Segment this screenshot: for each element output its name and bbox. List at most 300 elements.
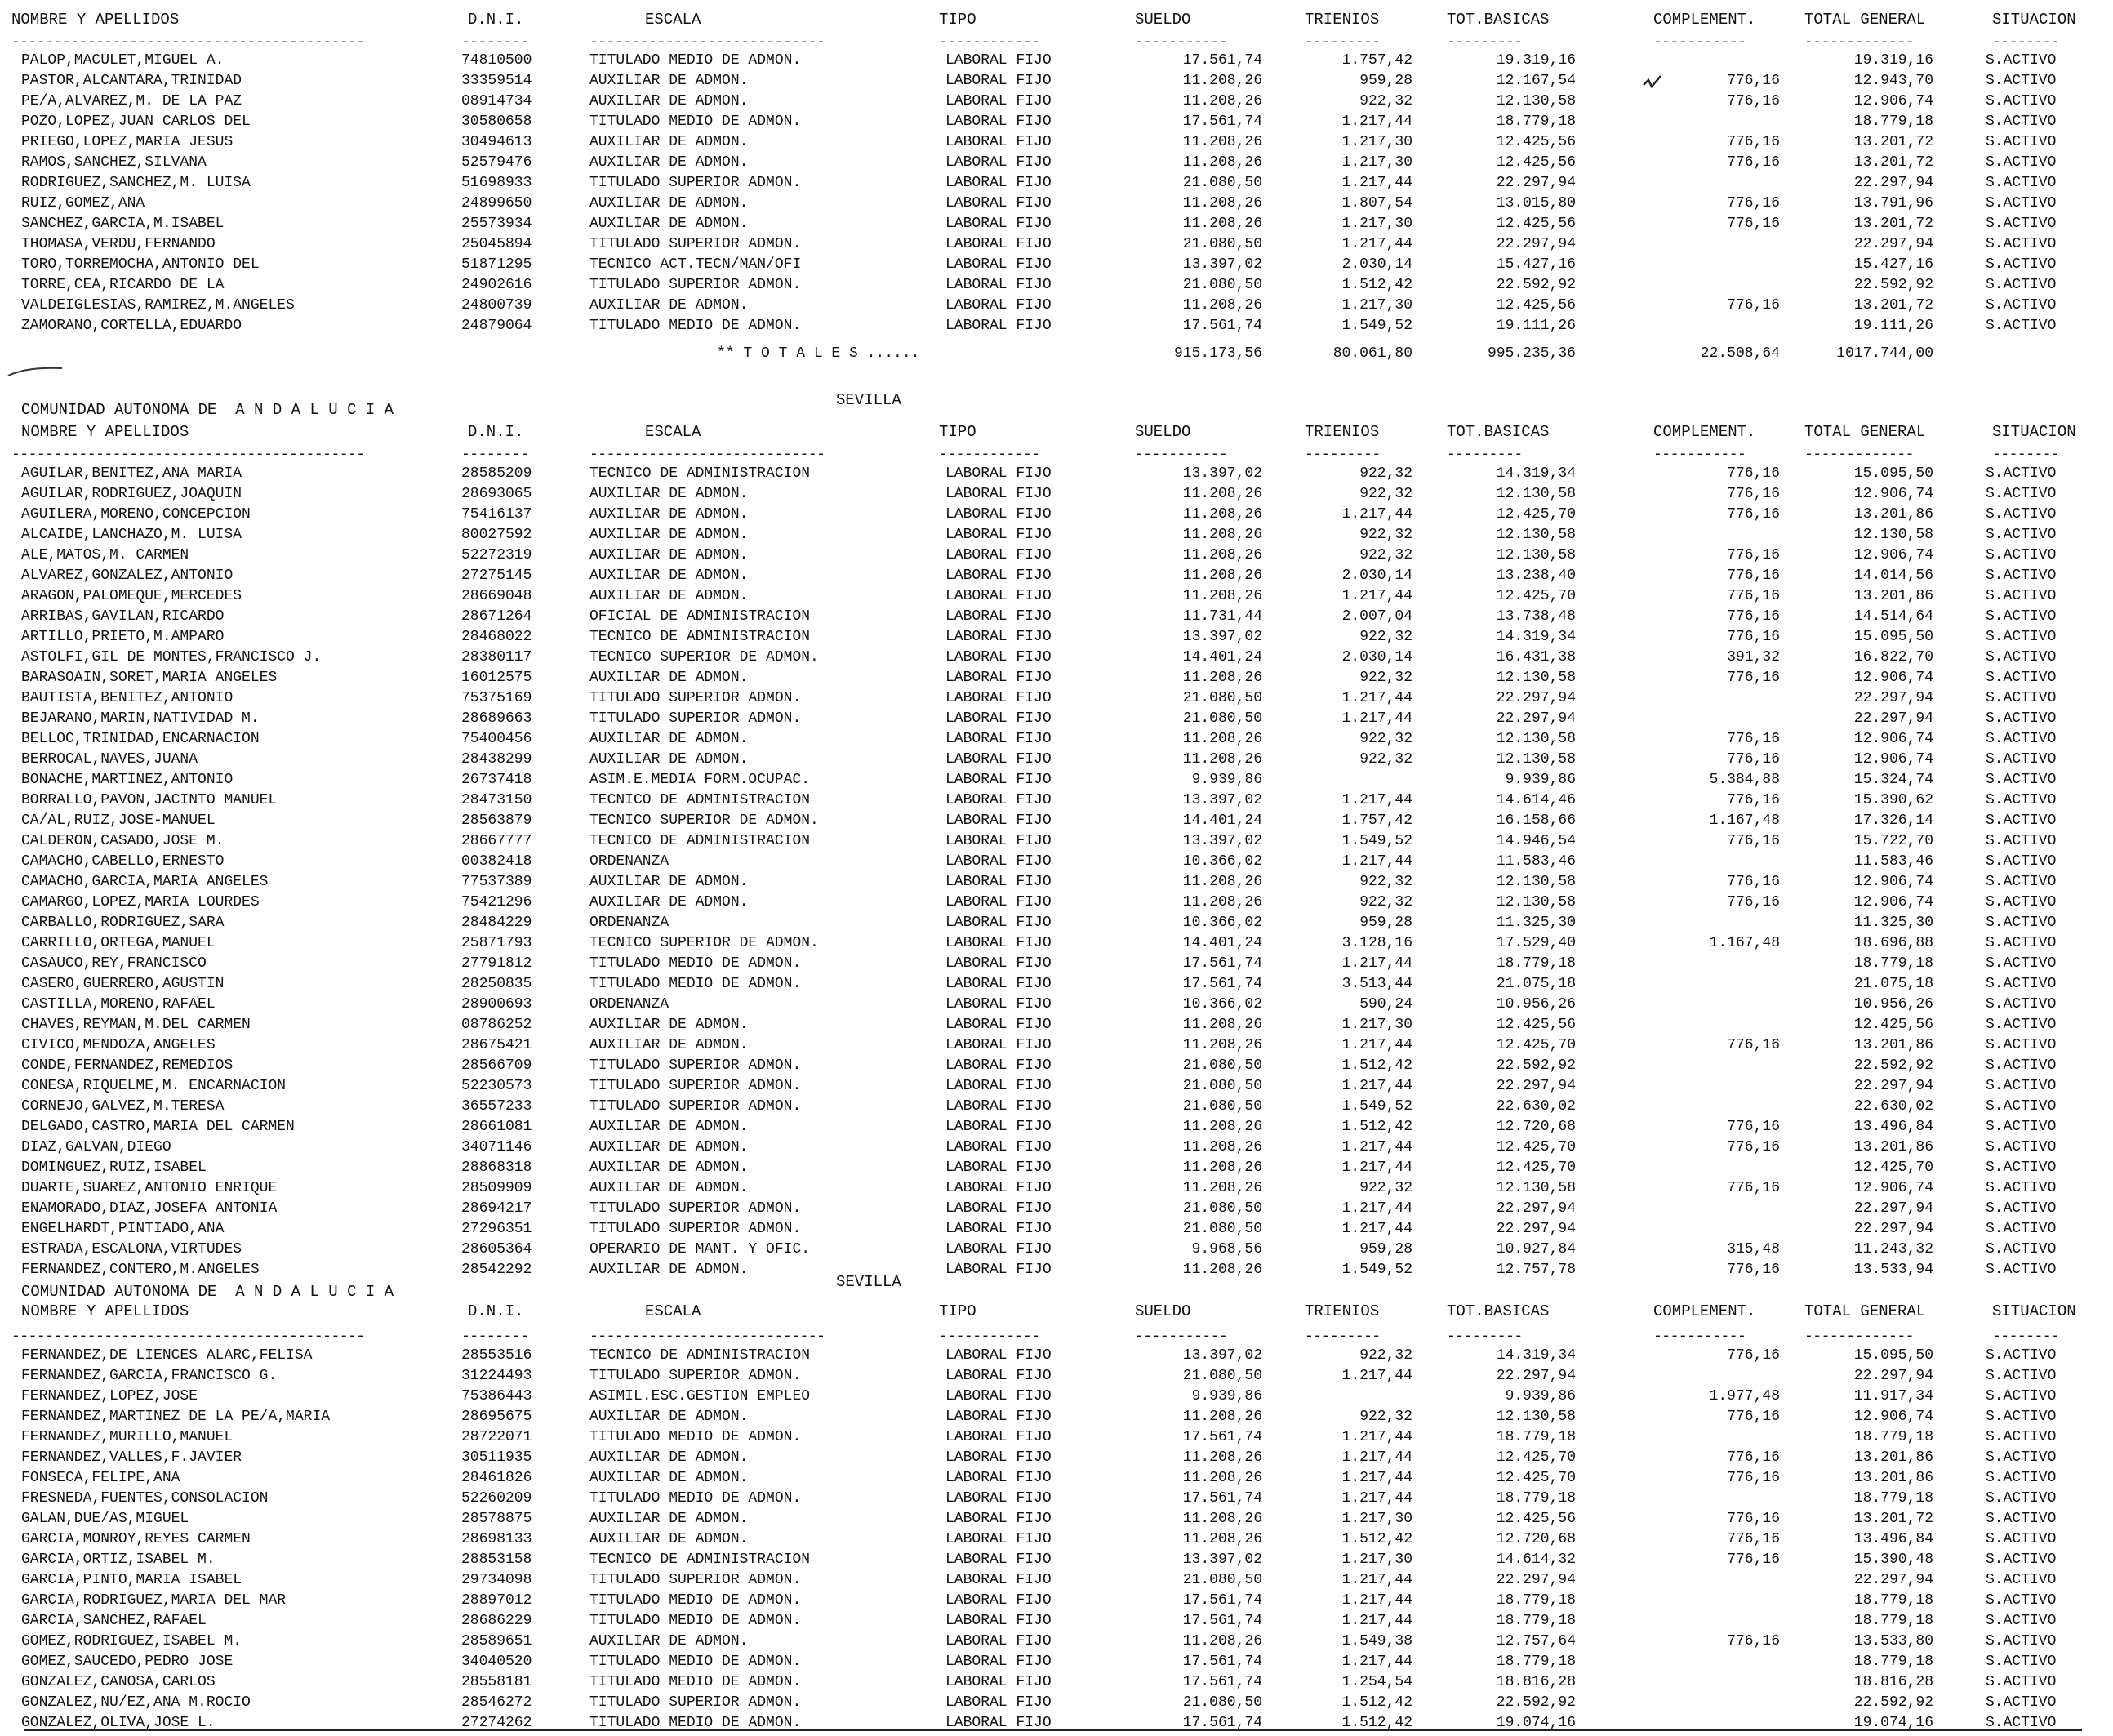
cell-trienios: 922,32 bbox=[1359, 751, 1412, 768]
cell-tot-basicas: 12.425,56 bbox=[1496, 1017, 1576, 1033]
cell-dni: 75400456 bbox=[461, 731, 532, 747]
cell-escala: AUXILIAR DE ADMON. bbox=[589, 1449, 749, 1466]
cell-nombre: GARCIA,RODRIGUEZ,MARIA DEL MAR bbox=[21, 1592, 287, 1609]
cell-tot-basicas: 9.939,86 bbox=[1505, 1388, 1576, 1404]
cell-tipo: LABORAL FIJO bbox=[945, 915, 1052, 931]
table-row bbox=[0, 112, 2113, 132]
cell-nombre: AGUILAR,RODRIGUEZ,JOAQUIN bbox=[21, 486, 242, 502]
cell-tipo: LABORAL FIJO bbox=[945, 547, 1052, 563]
cell-trienios: 922,32 bbox=[1359, 894, 1412, 910]
totals-complement: 22.508,64 bbox=[1700, 345, 1780, 362]
cell-tipo: LABORAL FIJO bbox=[945, 608, 1052, 625]
cell-tot-basicas: 12.425,70 bbox=[1496, 588, 1576, 604]
cell-situacion: S.ACTIVO bbox=[1986, 154, 2057, 171]
cell-escala: TECNICO DE ADMINISTRACION bbox=[589, 1551, 811, 1568]
header-underline-row bbox=[0, 445, 2113, 465]
cell-dni: 25045894 bbox=[461, 236, 532, 252]
cell-situacion: S.ACTIVO bbox=[1986, 175, 2057, 191]
cell-trienios: 1.217,44 bbox=[1341, 710, 1412, 727]
cell-sueldo: 11.208,26 bbox=[1182, 1531, 1262, 1547]
cell-dni: 28585209 bbox=[461, 465, 532, 482]
cell-dni: 28380117 bbox=[461, 649, 532, 665]
cell-total-general: 13.201,86 bbox=[1853, 506, 1933, 523]
cell-nombre: FERNANDEZ,CONTERO,M.ANGELES bbox=[21, 1262, 260, 1278]
column-header-tot-basicas: TOT.BASICAS bbox=[1447, 1302, 1550, 1320]
header-underline: ------------------------------------------ bbox=[11, 447, 365, 463]
cell-nombre: GALAN,DUE/AS,MIGUEL bbox=[21, 1511, 189, 1527]
column-header-situacion: SITUACION bbox=[1992, 11, 2076, 29]
cell-nombre: FERNANDEZ,LOPEZ,JOSE bbox=[21, 1388, 198, 1404]
cell-tot-basicas: 12.425,56 bbox=[1496, 134, 1576, 150]
cell-situacion: S.ACTIVO bbox=[1986, 853, 2057, 870]
cell-tipo: LABORAL FIJO bbox=[945, 1241, 1052, 1257]
cell-trienios: 922,32 bbox=[1359, 874, 1412, 890]
table-row bbox=[0, 1693, 2113, 1713]
cell-tipo: LABORAL FIJO bbox=[945, 134, 1052, 150]
cell-complement: 315,48 bbox=[1727, 1241, 1780, 1257]
cell-total-general: 15.324,74 bbox=[1853, 772, 1933, 788]
cell-total-general: 12.906,74 bbox=[1853, 731, 1933, 747]
cell-total-general: 13.201,72 bbox=[1853, 154, 1933, 171]
cell-complement: 1.167,48 bbox=[1709, 812, 1780, 829]
cell-tipo: LABORAL FIJO bbox=[945, 318, 1052, 334]
cell-total-general: 12.906,74 bbox=[1853, 93, 1933, 109]
cell-tot-basicas: 14.319,34 bbox=[1496, 629, 1576, 645]
cell-complement: 5.384,88 bbox=[1709, 772, 1780, 788]
cell-sueldo: 11.208,26 bbox=[1182, 1470, 1262, 1486]
cell-tot-basicas: 12.425,70 bbox=[1496, 1470, 1576, 1486]
cell-escala: TITULADO MEDIO DE ADMON. bbox=[589, 976, 802, 992]
cell-sueldo: 10.366,02 bbox=[1182, 996, 1262, 1013]
cell-tipo: LABORAL FIJO bbox=[945, 935, 1052, 951]
cell-trienios: 922,32 bbox=[1359, 465, 1412, 482]
cell-nombre: ASTOLFI,GIL DE MONTES,FRANCISCO J. bbox=[21, 649, 322, 665]
cell-tot-basicas: 22.297,94 bbox=[1496, 710, 1576, 727]
table-row bbox=[0, 484, 2113, 505]
cell-nombre: FRESNEDA,FUENTES,CONSOLACION bbox=[21, 1490, 269, 1507]
cell-complement: 776,16 bbox=[1727, 1511, 1780, 1527]
cell-total-general: 12.906,74 bbox=[1853, 547, 1933, 563]
cell-nombre: ALVAREZ,GONZALEZ,ANTONIO bbox=[21, 568, 234, 584]
cell-dni: 08786252 bbox=[461, 1017, 532, 1033]
cell-total-general: 13.201,86 bbox=[1853, 1037, 1933, 1053]
cell-escala: TITULADO MEDIO DE ADMON. bbox=[589, 1654, 802, 1670]
cell-tipo: LABORAL FIJO bbox=[945, 506, 1052, 523]
table-row bbox=[0, 566, 2113, 586]
cell-trienios: 1.217,44 bbox=[1341, 1613, 1412, 1629]
cell-situacion: S.ACTIVO bbox=[1986, 1057, 2057, 1074]
cell-total-general: 15.095,50 bbox=[1853, 465, 1933, 482]
cell-trienios: 1.512,42 bbox=[1341, 277, 1412, 293]
cell-total-general: 13.533,80 bbox=[1853, 1633, 1933, 1649]
cell-complement: 776,16 bbox=[1727, 547, 1780, 563]
column-header-tipo: TIPO bbox=[939, 11, 976, 29]
cell-sueldo: 9.968,56 bbox=[1191, 1241, 1262, 1257]
cell-situacion: S.ACTIVO bbox=[1986, 772, 2057, 788]
cell-tot-basicas: 17.529,40 bbox=[1496, 935, 1576, 951]
cell-escala: TECNICO DE ADMINISTRACION bbox=[589, 1347, 811, 1364]
table-row bbox=[0, 91, 2113, 112]
cell-escala: AUXILIAR DE ADMON. bbox=[589, 506, 749, 523]
cell-dni: 27274262 bbox=[461, 1715, 532, 1731]
cell-tot-basicas: 9.939,86 bbox=[1505, 772, 1576, 788]
cell-sueldo: 21.080,50 bbox=[1182, 710, 1262, 727]
cell-sueldo: 11.208,26 bbox=[1182, 1119, 1262, 1135]
cell-tipo: LABORAL FIJO bbox=[945, 629, 1052, 645]
cell-situacion: S.ACTIVO bbox=[1986, 1139, 2057, 1155]
cell-sueldo: 21.080,50 bbox=[1182, 1078, 1262, 1094]
cell-tipo: LABORAL FIJO bbox=[945, 568, 1052, 584]
column-header-dni: D.N.I. bbox=[468, 423, 524, 441]
cell-nombre: ARTILLO,PRIETO,M.AMPARO bbox=[21, 629, 225, 645]
cell-nombre: ENAMORADO,DIAZ,JOSEFA ANTONIA bbox=[21, 1200, 278, 1217]
cell-tot-basicas: 12.425,70 bbox=[1496, 1037, 1576, 1053]
cell-trienios: 922,32 bbox=[1359, 670, 1412, 686]
cell-situacion: S.ACTIVO bbox=[1986, 1674, 2057, 1690]
cell-sueldo: 21.080,50 bbox=[1182, 690, 1262, 706]
cell-nombre: SANCHEZ,GARCIA,M.ISABEL bbox=[21, 216, 225, 232]
cell-situacion: S.ACTIVO bbox=[1986, 1200, 2057, 1217]
cell-sueldo: 11.208,26 bbox=[1182, 1017, 1262, 1033]
cell-sueldo: 9.939,86 bbox=[1191, 772, 1262, 788]
cell-trienios: 1.217,44 bbox=[1341, 506, 1412, 523]
column-header-trienios: TRIENIOS bbox=[1305, 423, 1380, 441]
cell-nombre: CAMARGO,LOPEZ,MARIA LOURDES bbox=[21, 894, 260, 910]
cell-escala: AUXILIAR DE ADMON. bbox=[589, 1160, 749, 1176]
table-row bbox=[0, 1035, 2113, 1056]
cell-escala: AUXILIAR DE ADMON. bbox=[589, 731, 749, 747]
table-row bbox=[0, 173, 2113, 194]
cell-trienios: 1.217,44 bbox=[1341, 1490, 1412, 1507]
cell-dni: 74810500 bbox=[461, 52, 532, 69]
cell-trienios: 1.217,44 bbox=[1341, 1200, 1412, 1217]
cell-trienios: 1.254,54 bbox=[1341, 1674, 1412, 1690]
cell-nombre: GARCIA,ORTIZ,ISABEL M. bbox=[21, 1551, 216, 1568]
cell-situacion: S.ACTIVO bbox=[1986, 1449, 2057, 1466]
cell-escala: TITULADO SUPERIOR ADMON. bbox=[589, 277, 802, 293]
cell-sueldo: 11.208,26 bbox=[1182, 1262, 1262, 1278]
cell-trienios: 1.217,44 bbox=[1341, 1160, 1412, 1176]
cell-total-general: 11.243,32 bbox=[1853, 1241, 1933, 1257]
table-row bbox=[0, 1509, 2113, 1529]
table-row bbox=[0, 627, 2113, 648]
table-row bbox=[0, 872, 2113, 892]
cell-tot-basicas: 13.238,40 bbox=[1496, 568, 1576, 584]
cell-trienios: 959,28 bbox=[1359, 73, 1412, 89]
cell-dni: 28578875 bbox=[461, 1511, 532, 1527]
cell-sueldo: 13.397,02 bbox=[1182, 792, 1262, 808]
cell-tot-basicas: 22.297,94 bbox=[1496, 1078, 1576, 1094]
cell-sueldo: 17.561,74 bbox=[1182, 1613, 1262, 1629]
cell-escala: AUXILIAR DE ADMON. bbox=[589, 1470, 749, 1486]
cell-tipo: LABORAL FIJO bbox=[945, 772, 1052, 788]
cell-nombre: POZO,LOPEZ,JUAN CARLOS DEL bbox=[21, 114, 251, 130]
cell-dni: 28671264 bbox=[461, 608, 532, 625]
cell-escala: AUXILIAR DE ADMON. bbox=[589, 1531, 749, 1547]
table-row bbox=[0, 586, 2113, 607]
cell-trienios: 2.030,14 bbox=[1341, 568, 1412, 584]
cell-nombre: VALDEIGLESIAS,RAMIREZ,M.ANGELES bbox=[21, 297, 295, 314]
cell-tot-basicas: 10.927,84 bbox=[1496, 1241, 1576, 1257]
column-header-total-general: TOTAL GENERAL bbox=[1804, 1302, 1926, 1320]
cell-complement: 776,16 bbox=[1727, 608, 1780, 625]
cell-escala: AUXILIAR DE ADMON. bbox=[589, 93, 749, 109]
cell-nombre: CIVICO,MENDOZA,ANGELES bbox=[21, 1037, 216, 1053]
cell-situacion: S.ACTIVO bbox=[1986, 1551, 2057, 1568]
cell-escala: TITULADO MEDIO DE ADMON. bbox=[589, 114, 802, 130]
cell-sueldo: 13.397,02 bbox=[1182, 1551, 1262, 1568]
cell-sueldo: 11.208,26 bbox=[1182, 751, 1262, 768]
totals-row bbox=[0, 344, 2113, 364]
cell-complement: 776,16 bbox=[1727, 792, 1780, 808]
cell-escala: TECNICO DE ADMINISTRACION bbox=[589, 792, 811, 808]
cell-dni: 51698933 bbox=[461, 175, 532, 191]
cell-dni: 28868318 bbox=[461, 1160, 532, 1176]
cell-situacion: S.ACTIVO bbox=[1986, 1347, 2057, 1364]
cell-sueldo: 11.208,26 bbox=[1182, 195, 1262, 211]
table-row bbox=[0, 1158, 2113, 1178]
cell-complement: 776,16 bbox=[1727, 73, 1780, 89]
cell-dni: 28566709 bbox=[461, 1057, 532, 1074]
cell-situacion: S.ACTIVO bbox=[1986, 1160, 2057, 1176]
table-row bbox=[0, 892, 2113, 913]
cell-trienios: 1.217,30 bbox=[1341, 1551, 1412, 1568]
cell-total-general: 19.319,16 bbox=[1853, 52, 1933, 69]
cell-tot-basicas: 18.779,18 bbox=[1496, 1429, 1576, 1445]
cell-situacion: S.ACTIVO bbox=[1986, 465, 2057, 482]
table-row bbox=[0, 1219, 2113, 1240]
cell-situacion: S.ACTIVO bbox=[1986, 670, 2057, 686]
cell-total-general: 22.297,94 bbox=[1853, 1368, 1933, 1384]
cell-tipo: LABORAL FIJO bbox=[945, 486, 1052, 502]
table-row bbox=[0, 214, 2113, 234]
cell-total-general: 22.297,94 bbox=[1853, 1221, 1933, 1237]
cell-dni: 51871295 bbox=[461, 256, 532, 273]
cell-trienios: 922,32 bbox=[1359, 1347, 1412, 1364]
cell-dni: 25573934 bbox=[461, 216, 532, 232]
cell-complement: 776,16 bbox=[1727, 751, 1780, 768]
header-underline: ------------ bbox=[939, 34, 1040, 51]
cell-dni: 31224493 bbox=[461, 1368, 532, 1384]
cell-situacion: S.ACTIVO bbox=[1986, 134, 2057, 150]
cell-escala: OPERARIO DE MANT. Y OFIC. bbox=[589, 1241, 811, 1257]
column-header-trienios: TRIENIOS bbox=[1305, 1302, 1380, 1320]
cell-nombre: DOMINGUEZ,RUIZ,ISABEL bbox=[21, 1160, 207, 1176]
cell-sueldo: 11.208,26 bbox=[1182, 1511, 1262, 1527]
cell-sueldo: 17.561,74 bbox=[1182, 1592, 1262, 1609]
cell-trienios: 1.217,44 bbox=[1341, 1449, 1412, 1466]
cell-complement: 776,16 bbox=[1727, 1531, 1780, 1547]
cell-total-general: 15.390,48 bbox=[1853, 1551, 1933, 1568]
cell-complement: 776,16 bbox=[1727, 731, 1780, 747]
cell-complement: 776,16 bbox=[1727, 1262, 1780, 1278]
cell-escala: OFICIAL DE ADMINISTRACION bbox=[589, 608, 811, 625]
header-underline: --------- bbox=[1447, 447, 1523, 463]
cell-nombre: ESTRADA,ESCALONA,VIRTUDES bbox=[21, 1241, 242, 1257]
cell-sueldo: 17.561,74 bbox=[1182, 318, 1262, 334]
cell-situacion: S.ACTIVO bbox=[1986, 318, 2057, 334]
cell-dni: 36557233 bbox=[461, 1098, 532, 1115]
cell-total-general: 11.917,34 bbox=[1853, 1388, 1933, 1404]
cell-total-general: 12.906,74 bbox=[1853, 670, 1933, 686]
column-header-complement: COMPLEMENT. bbox=[1653, 11, 1756, 29]
cell-tipo: LABORAL FIJO bbox=[945, 874, 1052, 890]
table-row bbox=[0, 1199, 2113, 1219]
cell-tipo: LABORAL FIJO bbox=[945, 1017, 1052, 1033]
cell-nombre: FERNANDEZ,GARCIA,FRANCISCO G. bbox=[21, 1368, 278, 1384]
cell-tot-basicas: 12.130,58 bbox=[1496, 547, 1576, 563]
cell-escala: ASIMIL.ESC.GESTION EMPLEO bbox=[589, 1388, 811, 1404]
cell-tot-basicas: 12.130,58 bbox=[1496, 751, 1576, 768]
cell-tot-basicas: 12.425,70 bbox=[1496, 1139, 1576, 1155]
cell-escala: TITULADO MEDIO DE ADMON. bbox=[589, 318, 802, 334]
table-row bbox=[0, 1076, 2113, 1097]
cell-dni: 30580658 bbox=[461, 114, 532, 130]
cell-tipo: LABORAL FIJO bbox=[945, 52, 1052, 69]
cell-total-general: 13.201,86 bbox=[1853, 588, 1933, 604]
cell-complement: 776,16 bbox=[1727, 297, 1780, 314]
cell-complement: 776,16 bbox=[1727, 1449, 1780, 1466]
cell-dni: 24902616 bbox=[461, 277, 532, 293]
cell-nombre: BARASOAIN,SORET,MARIA ANGELES bbox=[21, 670, 278, 686]
cell-trienios: 2.030,14 bbox=[1341, 649, 1412, 665]
cell-tot-basicas: 12.130,58 bbox=[1496, 874, 1576, 890]
comunidad-heading: COMUNIDAD AUTONOMA DE A N D A L U C I A bbox=[21, 1283, 394, 1301]
cell-escala: AUXILIAR DE ADMON. bbox=[589, 73, 749, 89]
cell-tot-basicas: 16.431,38 bbox=[1496, 649, 1576, 665]
cell-tipo: LABORAL FIJO bbox=[945, 1119, 1052, 1135]
cell-dni: 28695675 bbox=[461, 1409, 532, 1425]
header-underline: ------------- bbox=[1804, 1329, 1914, 1345]
cell-tot-basicas: 22.592,92 bbox=[1496, 277, 1576, 293]
cell-situacion: S.ACTIVO bbox=[1986, 812, 2057, 829]
table-row bbox=[0, 668, 2113, 688]
cell-sueldo: 11.208,26 bbox=[1182, 894, 1262, 910]
cell-nombre: TORRE,CEA,RICARDO DE LA bbox=[21, 277, 225, 293]
header-underline: ------------------------------------------ bbox=[11, 1329, 365, 1345]
cell-complement: 1.167,48 bbox=[1709, 935, 1780, 951]
cell-total-general: 13.201,72 bbox=[1853, 1511, 1933, 1527]
cell-tot-basicas: 18.779,18 bbox=[1496, 1654, 1576, 1670]
cell-trienios: 1.512,42 bbox=[1341, 1694, 1412, 1711]
cell-tipo: LABORAL FIJO bbox=[945, 710, 1052, 727]
cell-total-general: 12.906,74 bbox=[1853, 1409, 1933, 1425]
table-row bbox=[0, 1346, 2113, 1366]
cell-nombre: AGUILERA,MORENO,CONCEPCION bbox=[21, 506, 251, 523]
cell-tipo: LABORAL FIJO bbox=[945, 1592, 1052, 1609]
cell-sueldo: 10.366,02 bbox=[1182, 853, 1262, 870]
column-header-trienios: TRIENIOS bbox=[1305, 11, 1380, 29]
cell-trienios: 922,32 bbox=[1359, 629, 1412, 645]
cell-sueldo: 11.208,26 bbox=[1182, 1139, 1262, 1155]
cell-dni: 16012575 bbox=[461, 670, 532, 686]
cell-sueldo: 11.731,44 bbox=[1182, 608, 1262, 625]
cell-trienios: 922,32 bbox=[1359, 527, 1412, 543]
cell-situacion: S.ACTIVO bbox=[1986, 236, 2057, 252]
cell-tipo: LABORAL FIJO bbox=[945, 527, 1052, 543]
cell-tipo: LABORAL FIJO bbox=[945, 1057, 1052, 1074]
table-row bbox=[0, 1631, 2113, 1652]
cell-nombre: CORNEJO,GALVEZ,M.TERESA bbox=[21, 1098, 225, 1115]
cell-sueldo: 11.208,26 bbox=[1182, 1449, 1262, 1466]
cell-complement: 776,16 bbox=[1727, 1119, 1780, 1135]
cell-trienios: 1.217,30 bbox=[1341, 134, 1412, 150]
cell-nombre: BERROCAL,NAVES,JUANA bbox=[21, 751, 198, 768]
table-row bbox=[0, 1387, 2113, 1407]
cell-complement: 776,16 bbox=[1727, 1139, 1780, 1155]
cell-nombre: DIAZ,GALVAN,DIEGO bbox=[21, 1139, 171, 1155]
cell-escala: AUXILIAR DE ADMON. bbox=[589, 134, 749, 150]
column-header-situacion: SITUACION bbox=[1992, 423, 2076, 441]
cell-situacion: S.ACTIVO bbox=[1986, 114, 2057, 130]
cell-trienios: 1.217,44 bbox=[1341, 175, 1412, 191]
cell-nombre: FERNANDEZ,MARTINEZ DE LA PE/A,MARIA bbox=[21, 1409, 331, 1425]
cell-escala: TITULADO MEDIO DE ADMON. bbox=[589, 1429, 802, 1445]
cell-trienios: 1.217,44 bbox=[1341, 1221, 1412, 1237]
cell-trienios: 1.217,30 bbox=[1341, 216, 1412, 232]
cell-nombre: THOMASA,VERDU,FERNANDO bbox=[21, 236, 216, 252]
cell-dni: 28689663 bbox=[461, 710, 532, 727]
cell-complement: 776,16 bbox=[1727, 134, 1780, 150]
cell-escala: AUXILIAR DE ADMON. bbox=[589, 1511, 749, 1527]
cell-tipo: LABORAL FIJO bbox=[945, 792, 1052, 808]
table-row bbox=[0, 1652, 2113, 1672]
cell-situacion: S.ACTIVO bbox=[1986, 690, 2057, 706]
table-row bbox=[0, 831, 2113, 852]
table-row bbox=[0, 234, 2113, 255]
cell-situacion: S.ACTIVO bbox=[1986, 1572, 2057, 1588]
table-row bbox=[0, 1591, 2113, 1611]
cell-escala: TECNICO ACT.TECN/MAN/OFI bbox=[589, 256, 802, 273]
cell-escala: ORDENANZA bbox=[589, 996, 669, 1013]
cell-sueldo: 11.208,26 bbox=[1182, 486, 1262, 502]
cell-sueldo: 21.080,50 bbox=[1182, 236, 1262, 252]
cell-tipo: LABORAL FIJO bbox=[945, 1262, 1052, 1278]
table-row bbox=[0, 913, 2113, 933]
cell-tot-basicas: 12.425,70 bbox=[1496, 1160, 1576, 1176]
cell-nombre: RODRIGUEZ,SANCHEZ,M. LUISA bbox=[21, 175, 251, 191]
cell-trienios: 1.217,44 bbox=[1341, 1654, 1412, 1670]
cell-dni: 75375169 bbox=[461, 690, 532, 706]
cell-trienios: 1.807,54 bbox=[1341, 195, 1412, 211]
cell-dni: 33359514 bbox=[461, 73, 532, 89]
cell-tipo: LABORAL FIJO bbox=[945, 1531, 1052, 1547]
cell-escala: AUXILIAR DE ADMON. bbox=[589, 216, 749, 232]
cell-sueldo: 10.366,02 bbox=[1182, 915, 1262, 931]
cell-dni: 52579476 bbox=[461, 154, 532, 171]
cell-sueldo: 9.939,86 bbox=[1191, 1388, 1262, 1404]
cell-tot-basicas: 14.319,34 bbox=[1496, 1347, 1576, 1364]
cell-situacion: S.ACTIVO bbox=[1986, 996, 2057, 1013]
column-header-row bbox=[0, 10, 2113, 30]
cell-nombre: PE/A,ALVAREZ,M. DE LA PAZ bbox=[21, 93, 242, 109]
cell-nombre: GONZALEZ,OLIVA,JOSE L. bbox=[21, 1715, 216, 1731]
cell-situacion: S.ACTIVO bbox=[1986, 792, 2057, 808]
cell-total-general: 12.906,74 bbox=[1853, 486, 1933, 502]
cell-nombre: CONDE,FERNANDEZ,REMEDIOS bbox=[21, 1057, 234, 1074]
cell-escala: AUXILIAR DE ADMON. bbox=[589, 1139, 749, 1155]
table-row bbox=[0, 648, 2113, 668]
cell-total-general: 13.201,72 bbox=[1853, 297, 1933, 314]
cell-tot-basicas: 22.592,92 bbox=[1496, 1057, 1576, 1074]
table-row bbox=[0, 1056, 2113, 1076]
cell-tot-basicas: 12.720,68 bbox=[1496, 1531, 1576, 1547]
totals-total-general: 1017.744,00 bbox=[1836, 345, 1933, 362]
cell-escala: AUXILIAR DE ADMON. bbox=[589, 670, 749, 686]
cell-tot-basicas: 12.720,68 bbox=[1496, 1119, 1576, 1135]
cell-escala: AUXILIAR DE ADMON. bbox=[589, 1262, 749, 1278]
cell-complement: 776,16 bbox=[1727, 1633, 1780, 1649]
